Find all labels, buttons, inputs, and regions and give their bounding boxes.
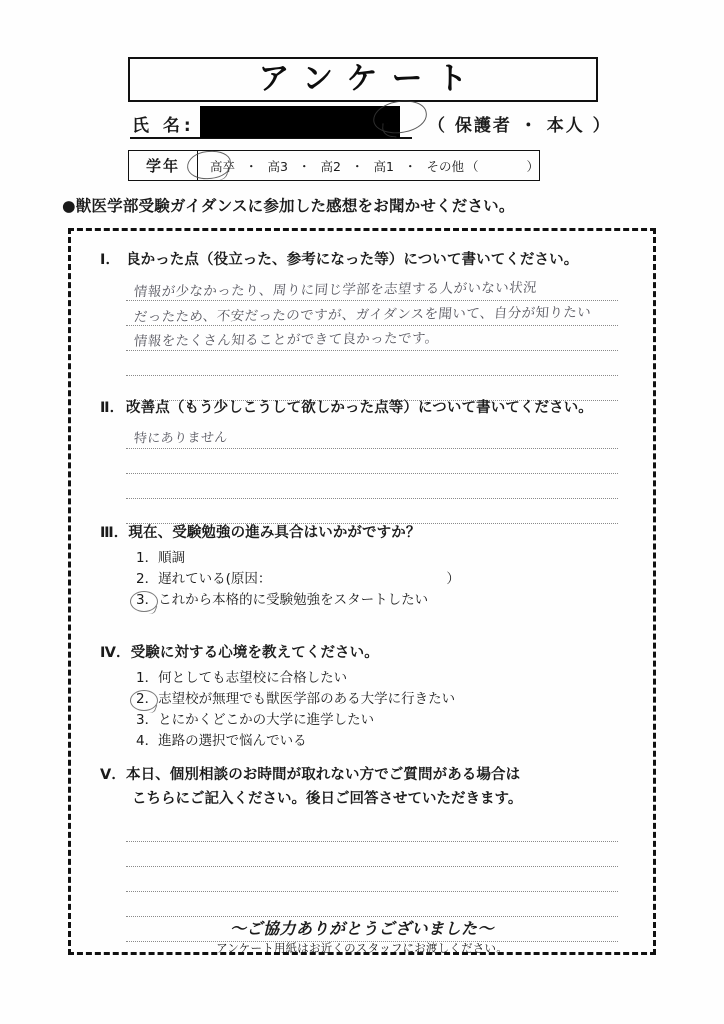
answer-line[interactable]: [126, 867, 618, 892]
name-label: 氏 名:: [132, 116, 195, 136]
section-2: [100, 396, 618, 524]
choice-label: とにかくどこかの大学に進学したい: [158, 712, 375, 728]
section-4-numeral: Ⅳ．: [100, 645, 131, 661]
choice-paren-close: ）: [446, 571, 460, 587]
choice-item[interactable]: [100, 710, 618, 731]
section-3-numeral: Ⅲ．: [100, 525, 129, 541]
handwritten-answer: だったため、不安だったのですが、ガイダンスを聞いて、自分が知りたい: [133, 304, 592, 326]
form-title-box: [128, 57, 598, 102]
section-3-title: [100, 521, 618, 542]
grade-option-0[interactable]: 高卒: [210, 158, 236, 174]
section-1-title-text: 良かった点（役立った、参考になった等）について書いてください。: [126, 252, 579, 268]
section-2-lines: [126, 424, 618, 524]
choice-number: 2．: [136, 691, 159, 707]
footer-note: アンケート用紙はお近くのスタッフにお渡しください。: [216, 941, 508, 955]
choice-label: 順調: [158, 550, 186, 566]
choice-label: 遅れている(原因：: [158, 571, 272, 587]
handwritten-answer: 特にありません: [133, 430, 229, 447]
section-1: [100, 248, 618, 401]
grade-separator: ・: [403, 158, 417, 174]
choice-item[interactable]: [100, 548, 618, 569]
answer-line[interactable]: [126, 817, 618, 842]
name-value-redaction: [200, 106, 400, 138]
grade-label: 学年: [129, 151, 198, 180]
handwritten-answer: 情報をたくさん知ることができて良かったです。: [133, 330, 440, 350]
section-3: [100, 521, 618, 611]
handwritten-answer: 情報が少なかったり、周りに同じ学部を志望する人がいない状況: [133, 279, 538, 301]
choice-number: 3．: [136, 712, 159, 728]
grade-options: [198, 151, 539, 180]
answer-line[interactable]: [126, 326, 618, 351]
section-5-numeral: Ⅴ．: [100, 767, 126, 783]
grade-option-1[interactable]: 高3: [267, 158, 288, 174]
section-5-title-text: 本日、個別相談のお時間が取れない方でご質問がある場合は: [126, 767, 521, 783]
answer-line[interactable]: [126, 351, 618, 376]
choice-number: 4．: [136, 733, 159, 749]
choice-item[interactable]: [100, 689, 618, 710]
section-4: [100, 641, 618, 752]
answer-line[interactable]: [126, 276, 618, 301]
section-5-title: [100, 763, 618, 784]
grade-other-paren-close: ）: [526, 158, 539, 174]
name-row: [128, 104, 612, 142]
choice-label: 進路の選択で悩んでいる: [158, 733, 307, 749]
grade-option-3[interactable]: 高1: [373, 158, 394, 174]
grade-row: [128, 150, 540, 181]
choice-label: 何としても志望校に合格したい: [158, 670, 348, 686]
choice-number: 2．: [136, 571, 159, 587]
section-4-choices: [100, 668, 618, 752]
section-2-title: [100, 396, 618, 417]
page-title: アンケート: [258, 61, 482, 97]
relation-options: （ 保護者 ・ 本人 ）: [428, 116, 612, 136]
answer-line[interactable]: [126, 892, 618, 917]
grade-separator: ・: [350, 158, 364, 174]
section-2-title-text: 改善点（もう少しこうして欲しかった点等）について書いてください。: [126, 400, 593, 416]
section-1-numeral: Ⅰ．: [100, 252, 121, 268]
choice-label: 志望校が無理でも獣医学部のある大学に行きたい: [158, 691, 456, 707]
grade-option-2[interactable]: 高2: [320, 158, 341, 174]
answer-line[interactable]: [126, 301, 618, 326]
section-3-choices: [100, 548, 618, 611]
section-1-lines: [126, 276, 618, 401]
section-5-title-line2: こちらにご記入ください。後日ご回答させていただきます。: [132, 791, 523, 807]
choice-label: これから本格的に受験勉強をスタートしたい: [158, 592, 429, 608]
choice-item[interactable]: [100, 731, 618, 752]
answer-line[interactable]: [126, 842, 618, 867]
choice-number: 1．: [136, 670, 159, 686]
choice-number: 3．: [136, 592, 159, 608]
choice-item[interactable]: [100, 590, 618, 611]
footer-thanks: 〜ご協力ありがとうございました〜: [229, 919, 494, 938]
choice-item[interactable]: [100, 668, 618, 689]
answer-line[interactable]: [126, 474, 618, 499]
lead-heading: ●獣医学部受験ガイダンスに参加した感想をお聞かせください。: [62, 197, 515, 215]
section-3-title-text: 現在、受験勉強の進み具合はいかがですか？: [128, 525, 421, 541]
grade-separator: ・: [298, 158, 311, 174]
choice-item[interactable]: [100, 569, 618, 590]
grade-other-paren-open: （: [465, 158, 527, 174]
section-2-numeral: Ⅱ．: [100, 400, 125, 416]
grade-separator: ・: [245, 158, 258, 174]
choice-number: 1．: [136, 550, 159, 566]
section-4-title-text: 受験に対する心境を教えてください。: [130, 645, 379, 661]
section-4-title: [100, 641, 618, 662]
grade-option-4[interactable]: その他: [426, 158, 464, 174]
answer-line[interactable]: [126, 449, 618, 474]
section-1-title: [100, 248, 618, 269]
answer-line[interactable]: [126, 424, 618, 449]
